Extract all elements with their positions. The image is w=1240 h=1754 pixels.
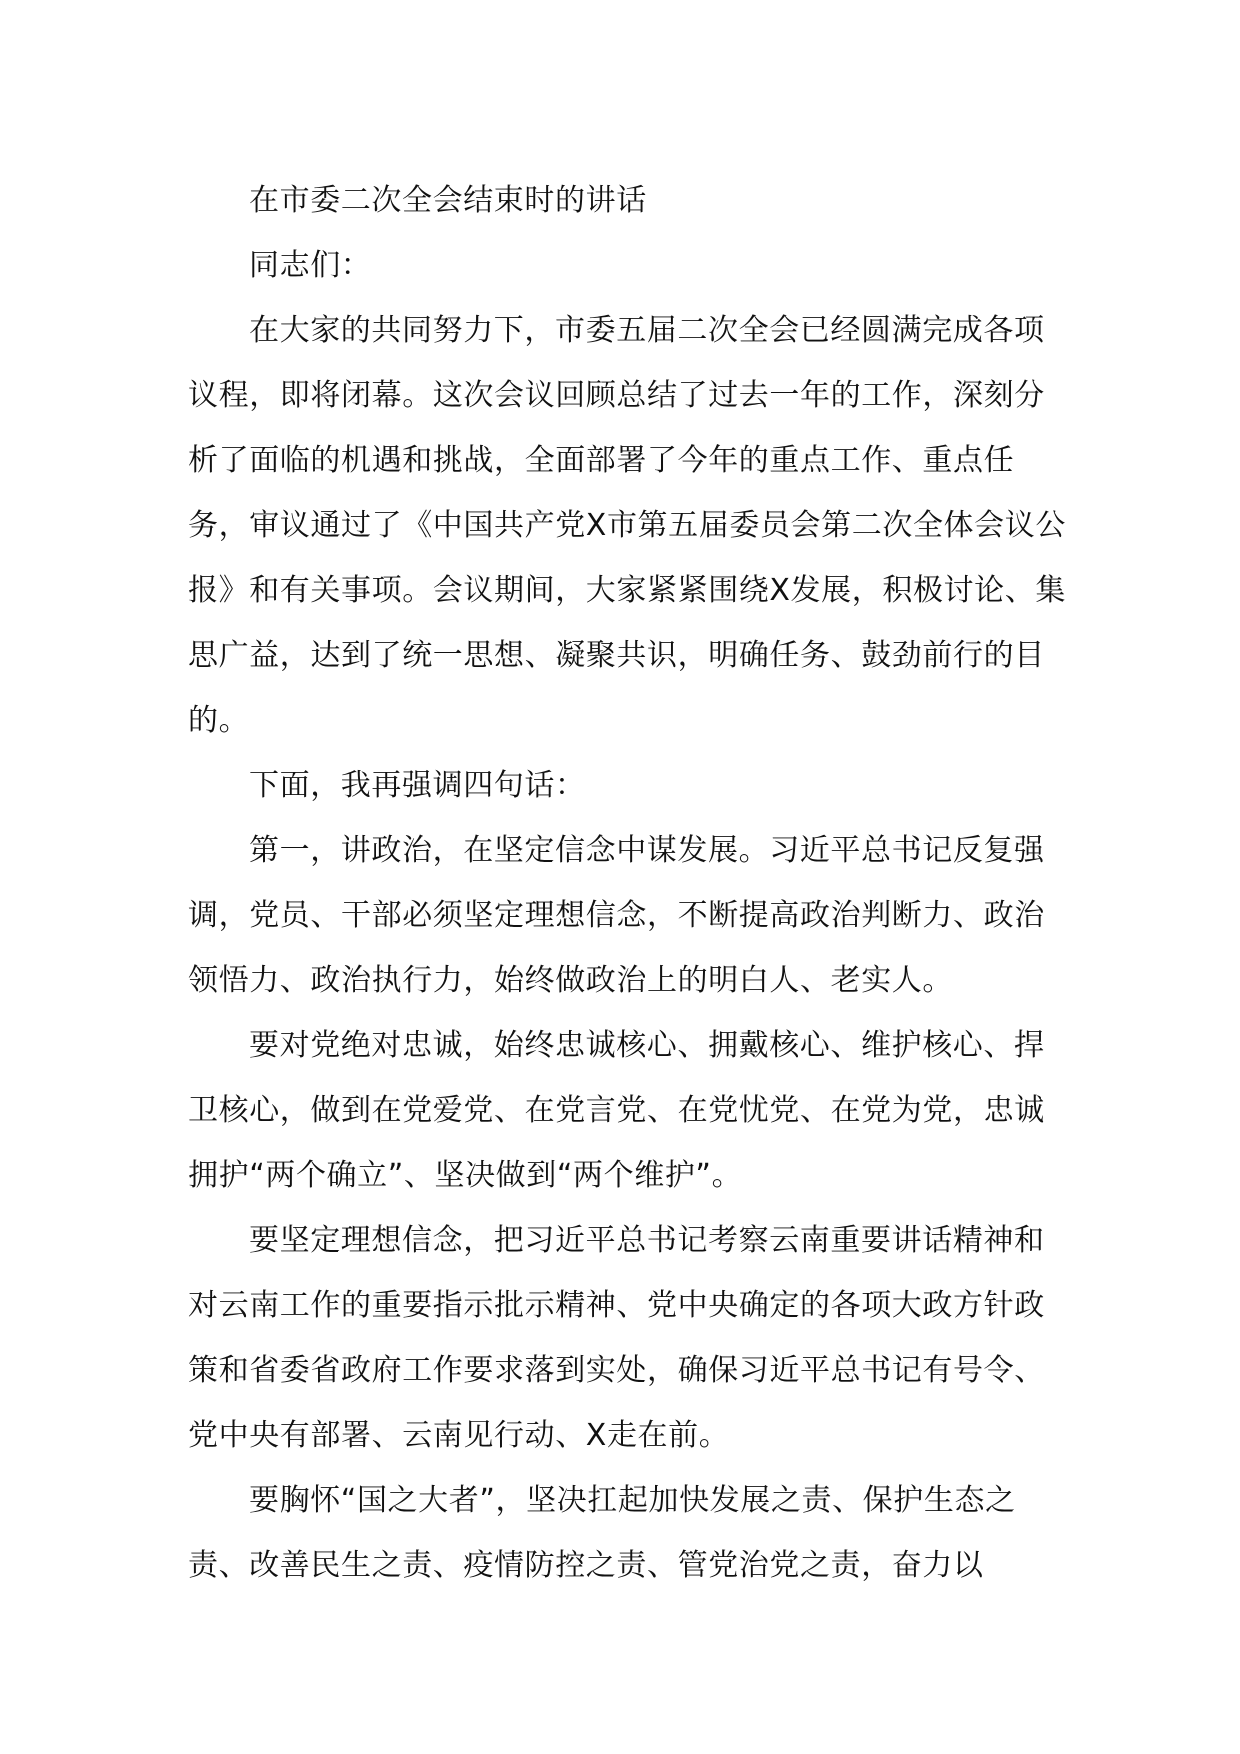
paragraph-responsibilities: 要胸怀“国之大者”，坚决扛起加快发展之责、保护生态之责、改善民生之责、疫情防控之责、管党治党之责，奋力以 bbox=[188, 1483, 1016, 1583]
document-body bbox=[188, 168, 1070, 1598]
paragraph-intro-four-points: 下面，我再强调四句话： bbox=[249, 768, 586, 803]
salutation: 同志们： bbox=[249, 248, 372, 283]
paragraph-opening: 在大家的共同努力下，市委五届二次全会已经圆满完成各项议程，即将闭幕。这次会议回顾总结了过去一年的工作，深刻分析了面临的机遇和挑战，全面部署了今年的重点工作、重点任务，审议通过了《中国共产党X市第五届委员会第二次全体会议公报》和有关事项。会议期间，大家紧紧围绕X发展，积极讨论、集思广益，达到了统一思想、凝聚共识，明确任务、鼓劲前行的目的。 bbox=[188, 313, 1066, 738]
paragraph-ideals: 要坚定理想信念，把习近平总书记考察云南重要讲话精神和对云南工作的重要指示批示精神、党中央确定的各项大政方针政策和省委省政府工作要求落到实处，确保习近平总书记有号令、党中央有部署、云南见行动、X走在前。 bbox=[188, 1223, 1045, 1453]
paragraph-point-one: 第一，讲政治，在坚定信念中谋发展。习近平总书记反复强调，党员、干部必须坚定理想信念，不断提高政治判断力、政治领悟力、政治执行力，始终做政治上的明白人、老实人。 bbox=[188, 833, 1045, 998]
speech-title: 在市委二次全会结束时的讲话 bbox=[249, 183, 647, 218]
paragraph-loyalty: 要对党绝对忠诚，始终忠诚核心、拥戴核心、维护核心、捍卫核心，做到在党爱党、在党言党、在党忧党、在党为党，忠诚拥护“两个确立”、坚决做到“两个维护”。 bbox=[188, 1028, 1045, 1193]
